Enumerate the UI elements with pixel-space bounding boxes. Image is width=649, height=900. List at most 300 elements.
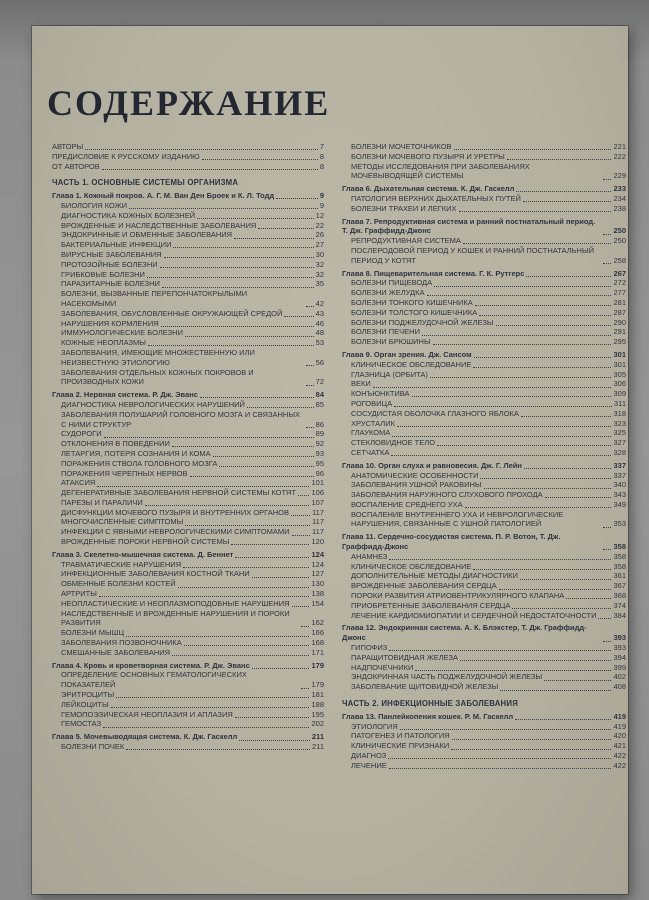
toc-section-entry — [351, 327, 626, 337]
toc-page-number: 325 — [613, 428, 626, 438]
dot-leader — [235, 557, 309, 558]
dot-leader — [85, 149, 318, 150]
toc-entry-label: ЛЕТАРГИЯ, ПОТЕРЯ СОЗНАНИЯ И КОМА — [61, 448, 211, 458]
dot-leader — [184, 645, 310, 646]
dot-leader — [454, 149, 612, 150]
toc-entry-label: ЛЕЙКОЦИТЫ — [61, 699, 109, 709]
toc-section-entry — [351, 246, 626, 266]
toc-page-number: 358 — [613, 542, 626, 552]
dot-leader — [252, 668, 310, 669]
dot-leader — [164, 257, 314, 258]
toc-chapter-entry — [342, 712, 626, 722]
toc-section-entry — [351, 288, 626, 298]
toc-page-number: 43 — [315, 308, 324, 318]
toc-entry-label: Глава 4. Кровь и кроветворная система. Р. Дж. Эванс — [52, 660, 250, 670]
dot-leader — [515, 719, 611, 720]
toc-entry-label: РОГОВИЦА — [351, 398, 393, 408]
toc-entry-label: Глава 1. Кожный покров. А. Г. М. Ван Ден Броек и К. Л. Тодд — [52, 191, 275, 201]
toc-section-entry — [351, 204, 626, 214]
toc-chapter-entry — [52, 732, 324, 742]
toc-chapter-entry — [342, 623, 626, 643]
dot-leader — [239, 740, 310, 741]
toc-entry-label: ГЕМОСТАЗ — [61, 719, 102, 729]
dot-leader — [148, 345, 314, 346]
dot-leader — [185, 525, 310, 526]
dot-leader — [392, 436, 611, 437]
toc-page-number: 42 — [315, 298, 324, 308]
toc-entry-label: ВРОЖДЕННЫЕ ПОРОКИ НЕРВНОЙ СИСТЕМЫ — [61, 537, 230, 547]
toc-section-entry — [61, 201, 324, 211]
toc-entry-label: ЭНДОКРИННЫЕ И ОБМЕННЫЕ ЗАБОЛЕВАНИЯ — [61, 230, 233, 240]
toc-entry-label: АНАМНЕЗ — [351, 551, 388, 561]
dot-leader — [252, 577, 310, 578]
dot-leader — [526, 276, 611, 277]
toc-page-number: 96 — [315, 468, 324, 478]
toc-section-entry — [61, 429, 324, 439]
toc-entry-label: ГЕМОПОЭЗИЧЕСКАЯ НЕОПЛАЗИЯ И АПЛАЗИЯ — [61, 709, 233, 719]
toc-entry-label: БОЛЕЗНИ ПОДЖЕЛУДОЧНОЙ ЖЕЛЕЗЫ — [351, 317, 494, 327]
toc-page-number: 211 — [312, 742, 324, 752]
toc-page-number: 26 — [315, 230, 324, 240]
toc-page-number: 402 — [613, 672, 626, 682]
dot-leader — [475, 305, 612, 306]
dot-leader — [234, 238, 314, 239]
toc-page-number: 229 — [613, 171, 626, 181]
toc-page-number: 353 — [613, 519, 626, 529]
toc-page-number: 92 — [315, 439, 324, 449]
toc-section-entry — [61, 579, 324, 589]
dot-leader — [451, 749, 611, 750]
dot-leader — [147, 277, 314, 278]
toc-section-entry — [61, 670, 324, 690]
dot-leader — [452, 739, 612, 740]
dot-leader — [306, 385, 314, 386]
toc-entry-label: ЗАБОЛЕВАНИЯ НАРУЖНОГО СЛУХОВОГО ПРОХОДА — [351, 490, 543, 500]
toc-page-number: 399 — [613, 662, 626, 672]
toc-entry-label: КОЖНЫЕ НЕОПЛАЗМЫ — [61, 338, 146, 348]
toc-section-entry — [351, 500, 626, 510]
toc-page-number: 301 — [613, 349, 626, 359]
toc-entry-label: СЕТЧАТКА — [351, 447, 390, 457]
dot-leader — [460, 660, 611, 661]
toc-page-number: 8 — [319, 161, 324, 171]
dot-leader — [172, 655, 309, 656]
toc-page-number: 422 — [613, 751, 626, 761]
toc-page-number: 181 — [311, 690, 324, 700]
dot-leader — [394, 406, 612, 407]
toc-page-number: 301 — [613, 359, 626, 369]
toc-page-number: 85 — [315, 399, 324, 409]
toc-section-entry — [61, 211, 324, 221]
toc-entry-label: БОЛЕЗНИ ТРАХЕИ И ЛЕГКИХ — [351, 203, 457, 213]
toc-page-number: 419 — [613, 711, 626, 721]
dot-leader — [524, 468, 612, 469]
toc-page-number: 340 — [613, 480, 626, 490]
dot-leader — [178, 587, 310, 588]
toc-entry-label: ПАТОЛОГИЯ ВЕРХНИХ ДЫХАТЕЛЬНЫХ ПУТЕЙ — [351, 193, 521, 203]
toc-section-entry — [351, 471, 626, 481]
toc-page-number: 277 — [613, 288, 626, 298]
dot-leader — [301, 688, 309, 689]
toc-entry-label: БИОЛОГИЯ КОЖИ — [61, 200, 128, 210]
dot-leader — [499, 589, 612, 590]
toc-page-number: 323 — [613, 418, 626, 428]
toc-page-number: 343 — [613, 490, 626, 500]
toc-section-entry — [351, 308, 626, 318]
toc-entry-label: ЧАСТЬ 1. ОСНОВНЫЕ СИСТЕМЫ ОРГАНИЗМА — [52, 178, 239, 188]
toc-section-entry — [351, 360, 626, 370]
toc-section-entry — [61, 648, 324, 658]
dot-leader — [276, 198, 318, 199]
toc-entry-label: СТЕКЛОВИДНОЕ ТЕЛО — [351, 438, 436, 448]
toc-page-number: 309 — [613, 389, 626, 399]
dot-leader — [389, 768, 612, 769]
toc-entry-label: БОЛЕЗНИ ПИЩЕВОДА — [351, 278, 433, 288]
toc-entry-label: МЕТОДЫ ИССЛЕДОВАНИЯ ПРИ ЗАБОЛЕВАНИЯХ МОЧЕВЫВОДЯЩЕЙ СИСТЕМЫ — [351, 161, 530, 181]
toc-section-entry — [61, 240, 324, 250]
dot-leader — [512, 608, 611, 609]
toc-entry-label: ЗАБОЛЕВАНИЯ ПОЗВОНОЧНИКА — [61, 638, 182, 648]
toc-chapter-entry — [342, 532, 626, 552]
dot-leader — [102, 169, 318, 170]
dot-leader — [400, 729, 612, 730]
toc-entry-label: ПРЕДИСЛОВИЕ К РУССКОМУ ИЗДАНИЮ — [52, 151, 200, 161]
toc-page-number: 179 — [311, 660, 324, 670]
toc-entry-label: БОЛЕЗНИ ТОЛСТОГО КИШЕЧНИКА — [351, 307, 478, 317]
dot-leader — [473, 367, 611, 368]
toc-page-number: 408 — [613, 682, 626, 692]
toc-page-number: 267 — [613, 268, 626, 278]
toc-page-number: 166 — [311, 628, 324, 638]
toc-entry-label: БОЛЕЗНИ ЖЕЛУДКА — [351, 288, 425, 298]
toc-page-number: 124 — [311, 559, 324, 569]
toc-page-number: 84 — [315, 390, 324, 400]
toc-entry-label: БОЛЕЗНИ, ВЫЗВАННЫЕ ПЕРЕПОНЧАТОКРЫЛЫМИ НАСЕКОМЫМИ — [61, 289, 248, 308]
toc-section-entry — [61, 700, 324, 710]
toc-entry-label: ЭРИТРОЦИТЫ — [61, 690, 115, 700]
toc-section-entry — [351, 236, 626, 246]
toc-entry-label: ДЕГЕНЕРАТИВНЫЕ ЗАБОЛЕВАНИЯ НЕРВНОЙ СИСТЕМЫ КОТЯТ — [61, 488, 296, 498]
toc-page-number: 311 — [614, 398, 626, 408]
toc-page-number: 318 — [613, 408, 626, 418]
toc-page-number: 106 — [311, 488, 324, 498]
toc-entry-label: ВОСПАЛЕНИЕ СРЕДНЕГО УХА — [351, 499, 463, 509]
dot-leader — [126, 636, 309, 637]
book-page — [32, 26, 628, 894]
toc-entry-label: ВРОЖДЕННЫЕ И НАСЛЕДСТВЕННЫЕ ЗАБОЛЕВАНИЯ — [61, 220, 257, 230]
toc-entry-label: ГРИБКОВЫЕ БОЛЕЗНИ — [61, 269, 145, 279]
toc-section-entry — [61, 710, 324, 720]
toc-section-entry — [351, 438, 626, 448]
dot-leader — [284, 316, 313, 317]
toc-page-number: 358 — [613, 561, 626, 571]
dot-leader — [235, 717, 310, 718]
toc-section-entry — [61, 221, 324, 231]
toc-section-entry — [61, 742, 324, 752]
toc-section-entry — [61, 309, 324, 319]
toc-page-number: 393 — [613, 633, 626, 643]
dot-leader — [160, 267, 314, 268]
toc-entry-label: ДИСФУНКЦИИ МОЧЕВОГО ПУЗЫРЯ И ВНУТРЕННИХ ОРГАНОВ — [61, 507, 289, 517]
toc-page-number: 188 — [311, 699, 324, 709]
dot-leader — [430, 377, 612, 378]
toc-entry-label: ПОРОКИ РАЗВИТИЯ АТРИОВЕНТРИКУЛЯРНОГО КЛАПАНА — [351, 591, 565, 601]
toc-page-number: 22 — [315, 220, 324, 230]
toc-page-number: 250 — [613, 226, 626, 236]
toc-section-entry — [351, 562, 626, 572]
toc-entry-label: ИММУНОЛОГИЧЕСКИЕ БОЛЕЗНИ — [61, 328, 183, 338]
toc-page-number: 337 — [613, 460, 626, 470]
dot-leader — [603, 179, 611, 180]
dot-leader — [172, 446, 314, 447]
dot-leader — [388, 758, 611, 759]
toc-entry-label: Глава 3. Скелетно-мышечная система. Д. Беннет — [52, 549, 234, 559]
toc-entry-label: КЛИНИЧЕСКОЕ ОБСЛЕДОВАНИЕ — [351, 561, 472, 571]
dot-leader — [306, 365, 314, 366]
toc-section-entry — [61, 270, 324, 280]
toc-page-number: 291 — [613, 327, 626, 337]
toc-entry-label: ПОРАЖЕНИЯ СТВОЛА ГОЛОВНОГО МОЗГА — [61, 458, 218, 468]
toc-section-entry — [61, 449, 324, 459]
toc-page-number: 290 — [613, 317, 626, 327]
dot-leader — [465, 507, 612, 508]
toc-section-entry — [351, 490, 626, 500]
toc-page-number: 179 — [311, 680, 324, 690]
dot-leader — [213, 456, 314, 457]
toc-right-column — [342, 142, 626, 771]
toc-page-number: 295 — [613, 337, 626, 347]
toc-page-number: 72 — [315, 377, 324, 387]
toc-page-number: 48 — [315, 328, 324, 338]
toc-entry-label: ОТКЛОНЕНИЯ В ПОВЕДЕНИИ — [61, 439, 170, 449]
dot-leader — [463, 243, 612, 244]
toc-entry-label: АВТОРЫ — [52, 142, 84, 151]
toc-page-number: 86 — [315, 419, 324, 429]
toc-entry-label: ОПРЕДЕЛЕНИЕ ОСНОВНЫХ ГЕМАТОЛОГИЧЕСКИХ ПОКАЗАТЕЛЕЙ — [61, 670, 247, 690]
toc-entry-label: СУДОРОГИ — [61, 429, 102, 439]
toc-entry-label: ДИАГНОСТИКА КОЖНЫХ БОЛЕЗНЕЙ — [61, 210, 196, 220]
toc-page-number: 27 — [315, 240, 324, 250]
toc-section-entry — [61, 609, 324, 629]
toc-entry-label: Глава 8. Пищеварительная система. Г. К. Рутгерс — [342, 268, 525, 278]
dot-leader — [479, 315, 611, 316]
dot-leader — [301, 626, 309, 627]
toc-chapter-entry — [342, 217, 626, 237]
toc-page-number: 30 — [315, 249, 324, 259]
toc-entry-label: Глава 7. Репродуктивная система и ранний постнатальный период. Т. Дж. Граффидд-Джонс — [342, 216, 596, 236]
toc-page-number: 127 — [311, 569, 324, 579]
dot-leader — [219, 466, 313, 467]
dot-leader — [496, 325, 612, 326]
toc-entry-label: Глава 5. Мочевыводящая система. К. Дж. Гаскелл — [52, 732, 238, 742]
toc-page-number: 130 — [311, 579, 324, 589]
dot-leader — [185, 336, 314, 337]
dot-leader — [412, 396, 612, 397]
toc-entry-label: ЗАБОЛЕВАНИЯ, ИМЕЮЩИЕ МНОЖЕСТВЕННУЮ ИЛИ НЕИЗВЕСТНУЮ ЭТИОЛОГИЮ — [61, 347, 255, 367]
toc-section-entry — [61, 498, 324, 508]
toc-section-entry — [351, 510, 626, 530]
toc-entry-label: КЛИНИЧЕСКОЕ ОБСЛЕДОВАНИЕ — [351, 359, 472, 369]
toc-entry-label: ВЕКИ — [351, 379, 371, 389]
toc-entry-label: БОЛЕЗНИ БРЮШИНЫ — [351, 337, 431, 347]
toc-page-number: 202 — [311, 719, 324, 729]
toc-entry-label: ХРУСТАЛИК — [351, 418, 395, 428]
toc-section-entry — [61, 599, 324, 609]
toc-page-number: 281 — [613, 297, 626, 307]
toc-page-number: 258 — [613, 255, 626, 265]
dot-leader — [459, 211, 612, 212]
dot-leader — [97, 486, 309, 487]
toc-page-number: 287 — [613, 307, 626, 317]
toc-entry-label: Глава 13. Панлейкопения кошек. Р. М. Гаскелл — [342, 711, 514, 721]
dot-leader — [306, 427, 314, 428]
toc-page-number: 327 — [613, 438, 626, 448]
toc-page-number: 195 — [311, 709, 324, 719]
toc-section-entry — [351, 751, 626, 761]
toc-chapter-entry — [342, 184, 626, 194]
toc-section-entry — [351, 162, 626, 182]
dot-leader — [415, 670, 611, 671]
toc-entry-label: БОЛЕЗНИ МОЧЕТОЧНИКОВ — [351, 142, 452, 151]
toc-section-entry — [351, 601, 626, 611]
toc-section-entry — [351, 571, 626, 581]
toc-page-number: 393 — [613, 643, 626, 653]
toc-entry-label: АНАТОМИЧЕСКИЕ ОСОБЕННОСТИ — [351, 470, 479, 480]
toc-entry-label: БОЛЕЗНИ ПОЧЕК — [61, 742, 125, 752]
toc-section-entry — [351, 419, 626, 429]
dot-leader — [202, 159, 318, 160]
toc-page-number: 138 — [311, 589, 324, 599]
dot-leader — [292, 535, 311, 536]
toc-entry-label: ИНФЕКЦИИ С ЯВНЫМИ НЕВРОЛОГИЧЕСКИМИ СИМПТОМАМИ — [61, 527, 290, 537]
toc-section-entry — [61, 459, 324, 469]
toc-page-number: 328 — [613, 447, 626, 457]
dot-leader — [598, 618, 611, 619]
toc-part-heading — [52, 178, 324, 188]
toc-entry-label: АТАКСИЯ — [61, 478, 96, 488]
dot-leader — [104, 437, 314, 438]
toc-section-entry — [351, 399, 626, 409]
toc-entry-label: Глава 2. Нервная система. Р. Дж. Эванс — [52, 390, 198, 400]
toc-entry-label: ЗАБОЛЕВАНИЯ УШНОЙ РАКОВИНЫ — [351, 480, 482, 490]
toc-entry-label: ЧАСТЬ 2. ИНФЕКЦИОННЫЕ ЗАБОЛЕВАНИЯ — [342, 699, 518, 709]
toc-page-number: 211 — [311, 732, 324, 742]
toc-front-entry — [52, 142, 324, 152]
toc-section-entry — [351, 152, 626, 162]
dot-leader — [291, 515, 310, 516]
dot-leader — [145, 505, 310, 506]
toc-section-entry — [61, 400, 324, 410]
toc-page-number: 422 — [613, 760, 626, 770]
toc-entry-label: ИНФЕКЦИОННЫЕ ЗАБОЛЕВАНИЯ КОСТНОЙ ТКАНИ — [61, 569, 250, 579]
toc-page-number: 9 — [319, 200, 324, 210]
toc-section-entry — [351, 741, 626, 751]
toc-page-number: 32 — [315, 259, 324, 269]
dot-leader — [200, 397, 314, 398]
dot-leader — [480, 478, 611, 479]
toc-page-number: 337 — [613, 470, 626, 480]
dot-leader — [566, 598, 611, 599]
toc-entry-label: ДОПОЛНИТЕЛЬНЫЕ МЕТОДЫ ДИАГНОСТИКИ — [351, 571, 518, 581]
dot-leader — [437, 445, 611, 446]
dot-leader — [173, 247, 313, 248]
toc-chapter-entry — [342, 350, 626, 360]
toc-front-entry — [52, 152, 324, 162]
toc-page-number: 238 — [613, 203, 626, 213]
toc-section-entry — [351, 409, 626, 419]
toc-entry-label: БОЛЕЗНИ ТОНКОГО КИШЕЧНИКА — [351, 297, 473, 307]
toc-section-entry — [61, 319, 324, 329]
toc-entry-label: ДИАГНОСТИКА НЕВРОЛОГИЧЕСКИХ НАРУШЕНИЙ — [61, 399, 245, 409]
toc-section-entry — [61, 328, 324, 338]
dot-leader — [298, 495, 310, 496]
toc-page-number: 384 — [613, 610, 626, 620]
toc-entry-label: БОЛЕЗНИ МЫШЦ — [61, 628, 125, 638]
toc-entry-label: СМЕШАННЫЕ ЗАБОЛЕВАНИЯ — [61, 647, 171, 657]
dot-leader — [520, 579, 611, 580]
toc-section-entry — [61, 368, 324, 388]
dot-leader — [545, 497, 612, 498]
dot-leader — [603, 263, 611, 264]
toc-section-entry — [61, 410, 324, 430]
dot-leader — [183, 567, 309, 568]
dot-leader — [162, 287, 314, 288]
toc-entry-label: ПОРАЖЕНИЯ ЧЕРЕПНЫХ НЕРВОВ — [61, 468, 188, 478]
toc-entry-label: ЗАБОЛЕВАНИЕ ЩИТОВИДНОЙ ЖЕЛЕЗЫ — [351, 682, 499, 692]
dot-leader — [391, 455, 611, 456]
dot-leader — [292, 606, 310, 607]
toc-left-column — [52, 142, 324, 752]
dot-leader — [111, 707, 310, 708]
toc-section-entry — [351, 643, 626, 653]
toc-page-number: 154 — [311, 598, 324, 608]
toc-entry-label: НАРУШЕНИЯ КОРМЛЕНИЯ — [61, 318, 159, 328]
toc-entry-label: НАДПОЧЕЧНИКИ — [351, 662, 414, 672]
toc-page-number: 420 — [613, 731, 626, 741]
toc-page-number: 367 — [613, 581, 626, 591]
toc-section-entry — [351, 389, 626, 399]
toc-page-number: 95 — [315, 458, 324, 468]
toc-entry-label: ПАТОГЕНЕЗ И ПАТОЛОГИЯ — [351, 731, 450, 741]
toc-section-entry — [61, 569, 324, 579]
toc-section-entry — [61, 230, 324, 240]
dot-leader — [603, 549, 611, 550]
toc-chapter-entry — [342, 461, 626, 471]
toc-entry-label: НАСЛЕДСТВЕННЫЕ И ВРОЖДЕННЫЕ НАРУШЕНИЯ И ПОРОКИ РАЗВИТИЯ — [61, 608, 290, 628]
toc-entry-label: РЕПРОДУКТИВНАЯ СИСТЕМА — [351, 236, 461, 246]
page-title: СОДЕРЖАНИЕ — [47, 83, 331, 123]
dot-leader — [434, 286, 611, 287]
toc-page-number: 250 — [613, 236, 626, 246]
toc-section-entry — [61, 469, 324, 479]
toc-section-entry — [351, 581, 626, 591]
toc-section-entry — [351, 722, 626, 732]
dot-leader — [373, 387, 612, 388]
toc-entry-label: Глава 10. Орган слуха и равновесия. Дж. Г. Лейн — [342, 460, 522, 470]
toc-entry-label: КОНЪЮНКТИВА — [351, 389, 410, 399]
toc-section-entry — [61, 628, 324, 638]
toc-entry-label: ГЛАУКОМА — [351, 428, 391, 438]
toc-section-entry — [351, 682, 626, 692]
toc-section-entry — [351, 591, 626, 601]
toc-section-entry — [351, 142, 626, 152]
toc-section-entry — [61, 719, 324, 729]
toc-page-number: 368 — [613, 591, 626, 601]
toc-section-entry — [61, 279, 324, 289]
toc-page-number: 349 — [613, 499, 626, 509]
dot-leader — [103, 727, 309, 728]
toc-chapter-entry — [52, 191, 324, 201]
